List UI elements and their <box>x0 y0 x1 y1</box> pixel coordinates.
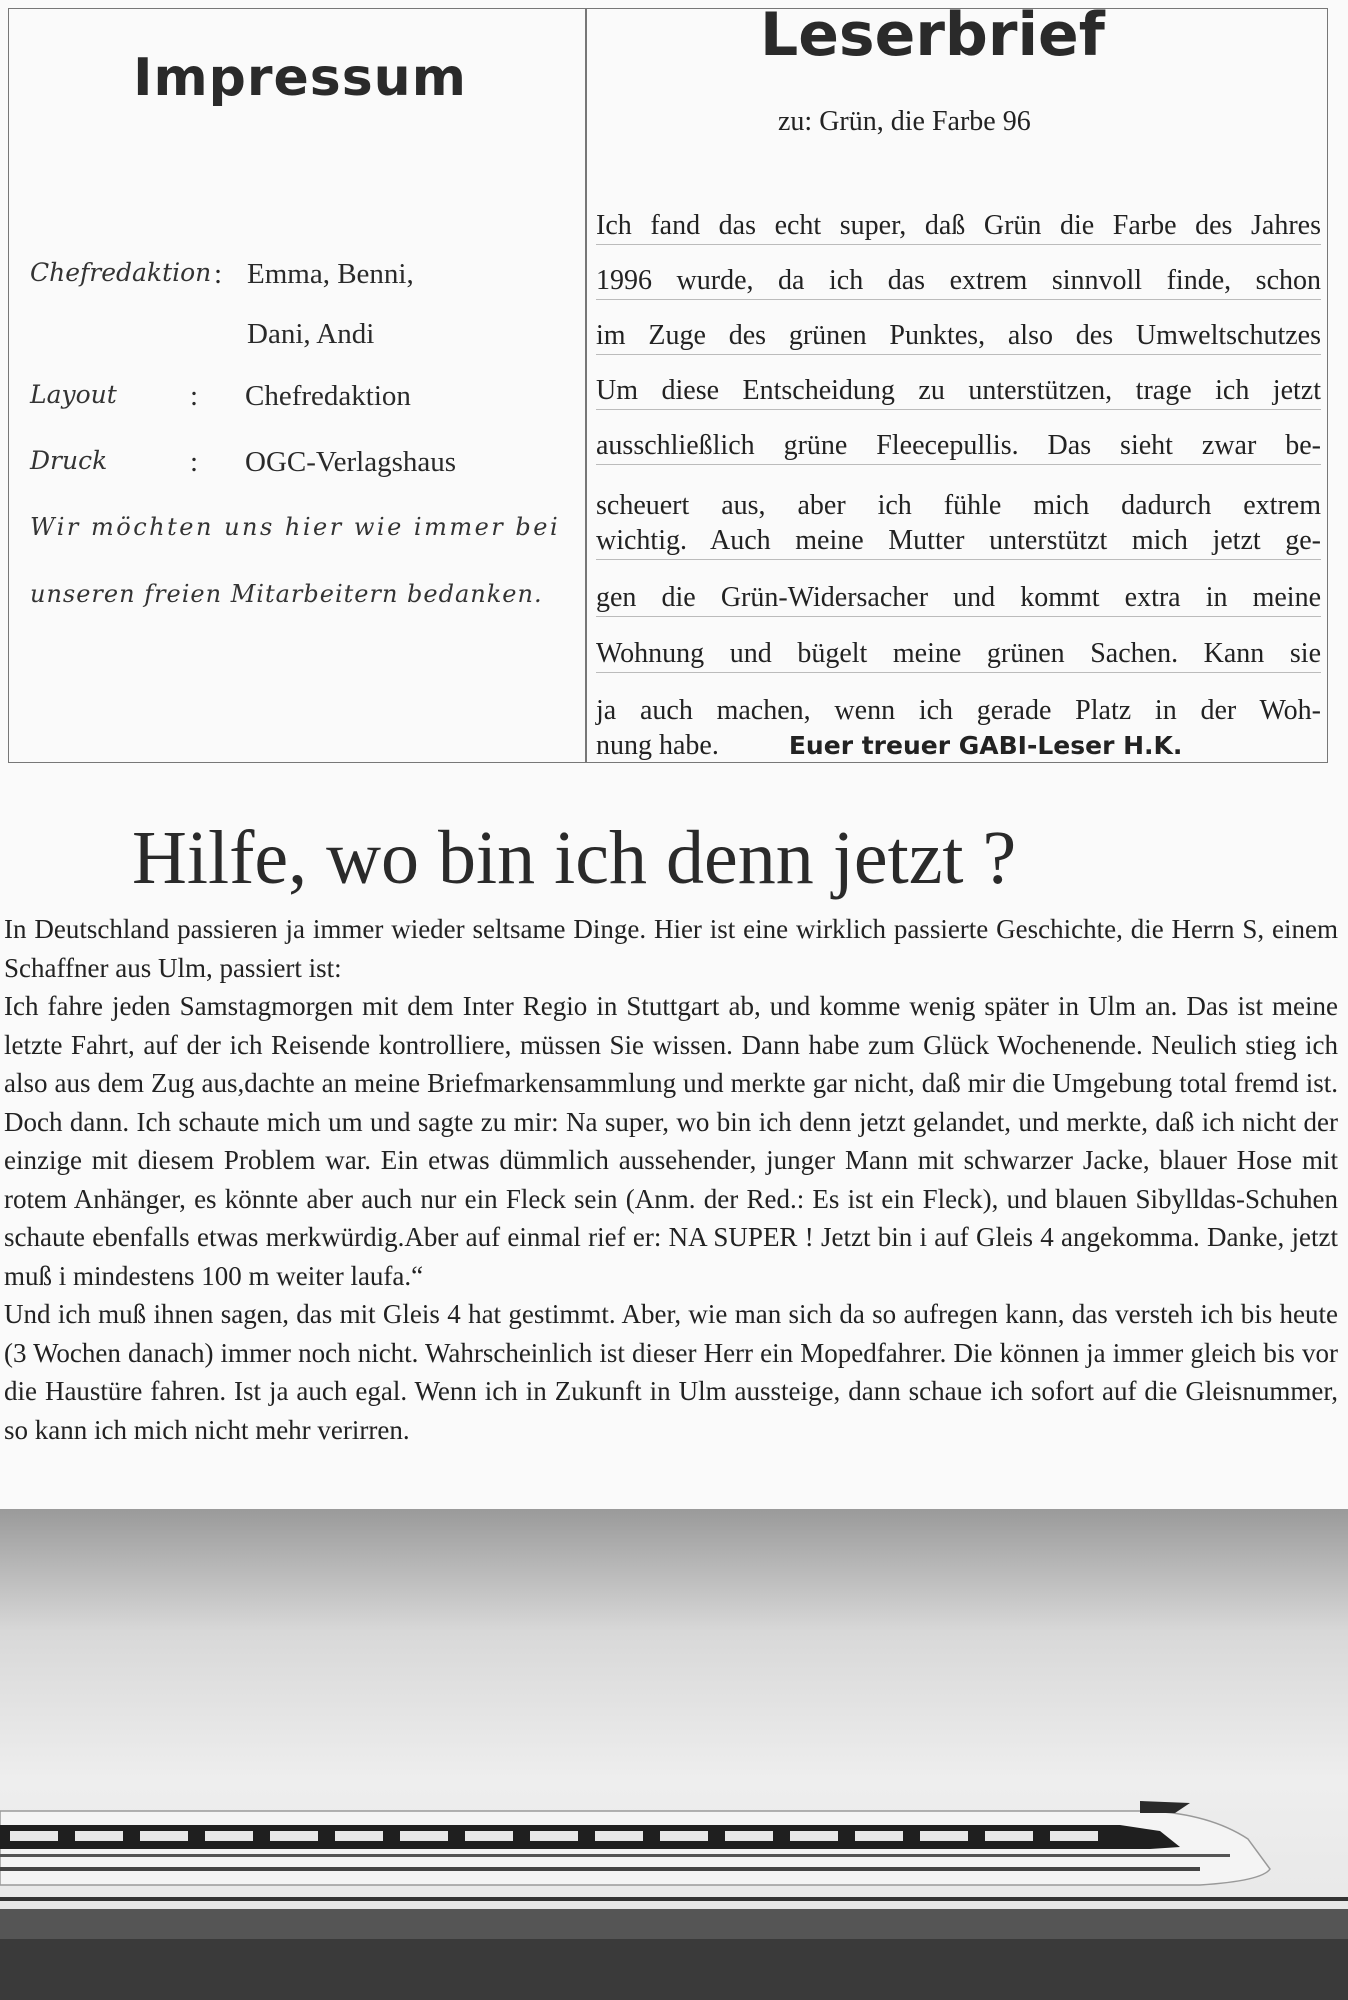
impressum-sep: : <box>190 380 199 412</box>
column-divider <box>585 8 587 763</box>
article-headline: Hilfe, wo bin ich denn jetzt ? <box>132 816 1017 900</box>
impressum-label-layout: Layout <box>30 380 117 409</box>
leserbrief-line: scheuert aus, aber ich fühle mich dadurch extrem <box>596 490 1321 521</box>
leserbrief-last-line <box>596 728 1321 764</box>
leserbrief-line: Ich fand das echt super, daß Grün die Farbe des Jahres <box>596 208 1321 245</box>
impressum-label-druck: Druck <box>30 446 108 475</box>
impressum-sep: : <box>190 446 199 478</box>
train-photo <box>0 1509 1348 2000</box>
leserbrief-line: wichtig. Auch meine Mutter unterstützt mich jetzt ge- <box>596 523 1321 560</box>
article-paragraph: Ich fahre jeden Samstagmorgen mit dem Inter Regio in Stuttgart ab, und komme wenig später in Ulm an. Das ist meine letzte Fahrt, auf der ich Reisende kontrolliere, müssen Sie wissen. Dann habe zum Glück Wochenende. Neulich stieg ich also aus dem Zug aus,dachte an meine Briefmarkensammlung und merkte gar nicht, daß mir die Umgebung total fremd ist. Doch dann. Ich schaute mich um und sagte zu mir: Na super, wo bin ich denn jetzt gelandet, und merkte, daß ich nicht der einzige mit diesem Problem war. Ein etwas dümmlich aussehender, junger Mann mit schwarzer Jacke, blauer Hose mit rotem Anhänger, es könnte aber auch nur ein Fleck sein (Anm. der Red.: Es ist ein Fleck), und blauen Sibylldas-Schuhen schaute ebenfalls etwas merkwürdig.Aber auf einmal rief er: NA SUPER ! Jetzt bin i auf Gleis 4 angekomma. Danke, jetzt muß i mindestens 100 m weiter laufa.“ <box>4 991 1338 1291</box>
impressum-sep: : <box>214 258 223 290</box>
impressum-value-chefredaktion: Emma, Benni, <box>247 258 414 290</box>
leserbrief-line: Um diese Entscheidung zu unterstützen, trage ich jetzt <box>596 373 1321 410</box>
impressum-value-druck: OGC-Verlagshaus <box>245 446 457 478</box>
article-paragraph: In Deutschland passieren ja immer wieder seltsame Dinge. Hier ist eine wirklich passierte Geschichte, die Herrn S, einem Schaffner aus Ulm, passiert ist: <box>4 914 1338 983</box>
leserbrief-title: Leserbrief <box>760 0 1105 70</box>
leserbrief-signature: Euer treuer GABI-Leser H.K. <box>788 731 1183 760</box>
impressum-title: Impressum <box>133 48 467 108</box>
leserbrief-line: im Zuge des grünen Punktes, also des Umweltschutzes <box>596 318 1321 355</box>
impressum-thanks-line2: unseren freien Mitarbeitern bedanken. <box>30 580 543 608</box>
leserbrief-subtitle: zu: Grün, die Farbe 96 <box>778 106 1031 137</box>
leserbrief-line: 1996 wurde, da ich das extrem sinnvoll finde, schon <box>596 263 1321 300</box>
article-body <box>4 910 1338 1449</box>
impressum-thanks-line1: Wir möchten uns hier wie immer bei <box>30 513 561 541</box>
impressum-value-layout: Chefredaktion <box>245 380 411 412</box>
leserbrief-line: nung habe. <box>596 730 719 761</box>
leserbrief-line: ausschließlich grüne Fleecepullis. Das sieht zwar be- <box>596 428 1321 465</box>
leserbrief-line: ja auch machen, wenn ich gerade Platz in der Woh- <box>596 695 1321 726</box>
impressum-value-chefredaktion-cont: Dani, Andi <box>247 318 375 350</box>
article-paragraph: Und ich muß ihnen sagen, das mit Gleis 4 hat gestimmt. Aber, wie man sich da so aufregen kann, das versteh ich bis heute (3 Wochen danach) immer noch nicht. Wahrscheinlich ist dieser Herr ein Mopedfahrer. Die können ja immer gleich bis vor die Haustüre fahren. Ist ja auch egal. Wenn ich in Zukunft in Ulm aussteige, dann schaue ich sofort auf die Gleisnummer, so kann ich mich nicht mehr verirren. <box>4 1299 1338 1445</box>
impressum-label-chefredaktion: Chefredaktion <box>30 258 212 287</box>
high-speed-train-icon <box>0 1509 1348 2000</box>
leserbrief-line: Wohnung und bügelt meine grünen Sachen. Kann sie <box>596 636 1321 673</box>
leserbrief-line: gen die Grün-Widersacher und kommt extra in meine <box>596 580 1321 617</box>
